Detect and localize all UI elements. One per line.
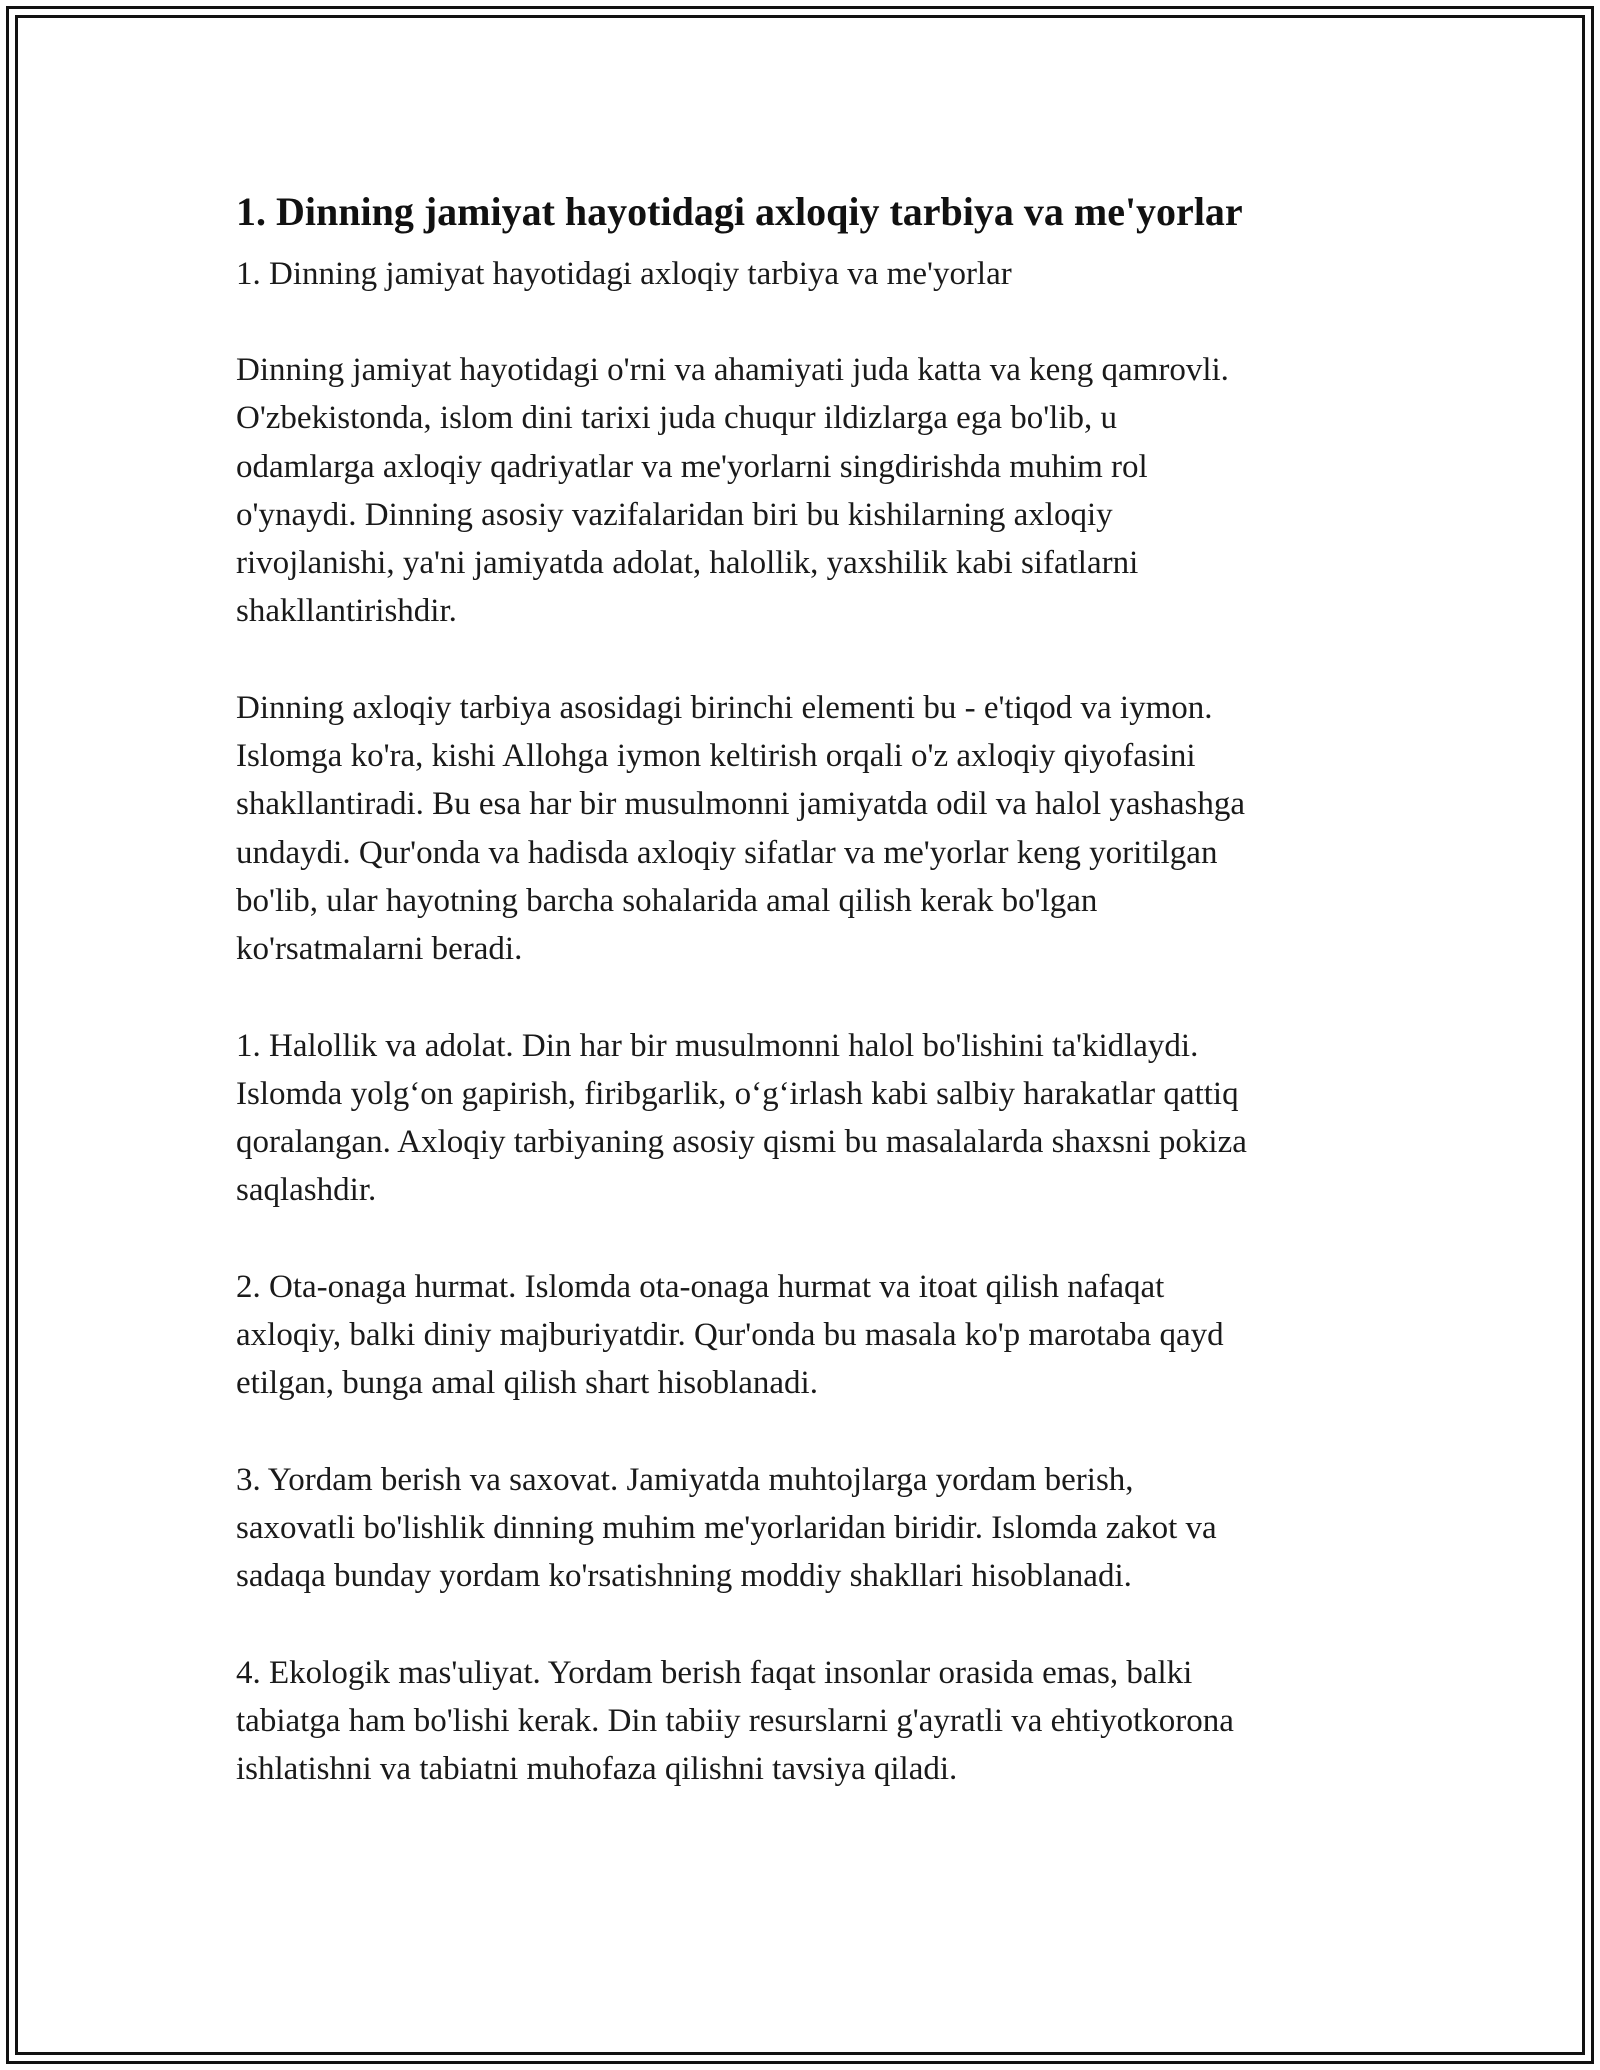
paragraph-line: Dinning axloqiy tarbiya asosidagi birinchi elementi bu - e'tiqod va iymon.: [236, 689, 1213, 726]
paragraph: [236, 1263, 1376, 1408]
paragraph: [236, 1649, 1376, 1794]
document-title: 1. Dinning jamiyat hayotidagi axloqiy tarbiya va me'yorlar: [236, 189, 1243, 234]
paragraph: [236, 1456, 1376, 1601]
paragraph-line: shakllantiradi. Bu esa har bir musulmonni jamiyatda odil va halol yashashga: [236, 786, 1246, 823]
paragraph-list: [236, 346, 1376, 1793]
paragraph-line: 4. Ekologik mas'uliyat. Yordam berish faqat insonlar orasida emas, balki: [236, 1654, 1193, 1691]
paragraph-line: ishlatishni va tabiatni muhofaza qilishni tavsiya qiladi.: [236, 1751, 958, 1788]
paragraph-line: 3. Yordam berish va saxovat. Jamiyatda muhtojlarga yordam berish,: [236, 1461, 1134, 1498]
paragraph-line: sadaqa bunday yordam ko'rsatishning moddiy shakllari hisoblanadi.: [236, 1558, 1132, 1595]
paragraph-line: odamlarga axloqiy qadriyatlar va me'yorlarni singdirishda muhim rol: [236, 448, 1148, 485]
paragraph-line: ko'rsatmalarni beradi.: [236, 931, 523, 968]
paragraph-line: undaydi. Qur'onda va hadisda axloqiy sifatlar va me'yorlar keng yoritilgan: [236, 834, 1218, 871]
paragraph-line: etilgan, bunga amal qilish shart hisoblanadi.: [236, 1365, 818, 1402]
paragraph-line: shakllantirishdir.: [236, 593, 457, 630]
paragraph-line: qoralangan. Axloqiy tarbiyaning asosiy qismi bu masalalarda shaxsni pokiza: [236, 1124, 1247, 1161]
paragraph-line: O'zbekistonda, islom dini tarixi juda chuqur ildizlarga ega bo'lib, u: [236, 400, 1118, 437]
paragraph: [236, 684, 1376, 974]
paragraph: [236, 1022, 1376, 1215]
paragraph-line: 2. Ota-onaga hurmat. Islomda ota-onaga hurmat va itoat qilish nafaqat: [236, 1268, 1165, 1305]
paragraph-line: o'ynaydi. Dinning asosiy vazifalaridan biri bu kishilarning axloqiy: [236, 496, 1113, 533]
paragraph-line: saxovatli bo'lishlik dinning muhim me'yorlaridan biridir. Islomda zakot va: [236, 1509, 1217, 1546]
paragraph-line: Islomga ko'ra, kishi Allohga iymon keltirish orqali o'z axloqiy qiyofasini: [236, 738, 1196, 775]
paragraph-line: bo'lib, ular hayotning barcha sohalarida amal qilish kerak bo'lgan: [236, 882, 1098, 919]
paragraph-line: saqlashdir.: [236, 1172, 377, 1209]
paragraph-line: 1. Halollik va adolat. Din har bir musulmonni halol bo'lishini ta'kidlaydi.: [236, 1027, 1199, 1064]
paragraph-line: Islomda yolg‘on gapirish, firibgarlik, o‘g‘irlash kabi salbiy harakatlar qattiq: [236, 1075, 1239, 1112]
paragraph: [236, 346, 1376, 636]
document-body: [236, 184, 1376, 1841]
paragraph-line: tabiatga ham bo'lishi kerak. Din tabiiy resurslarni g'ayratli va ehtiyotkorona: [236, 1702, 1234, 1739]
paragraph-line: axloqiy, balki diniy majburiyatdir. Qur'onda bu masala ko'p marotaba qayd: [236, 1317, 1224, 1354]
paragraph-line: Dinning jamiyat hayotidagi o'rni va ahamiyati juda katta va keng qamrovli.: [236, 352, 1229, 388]
document-subtitle: 1. Dinning jamiyat hayotidagi axloqiy tarbiya va me'yorlar: [236, 256, 1012, 292]
paragraph-line: rivojlanishi, ya'ni jamiyatda adolat, halollik, yaxshilik kabi sifatlarni: [236, 545, 1139, 582]
